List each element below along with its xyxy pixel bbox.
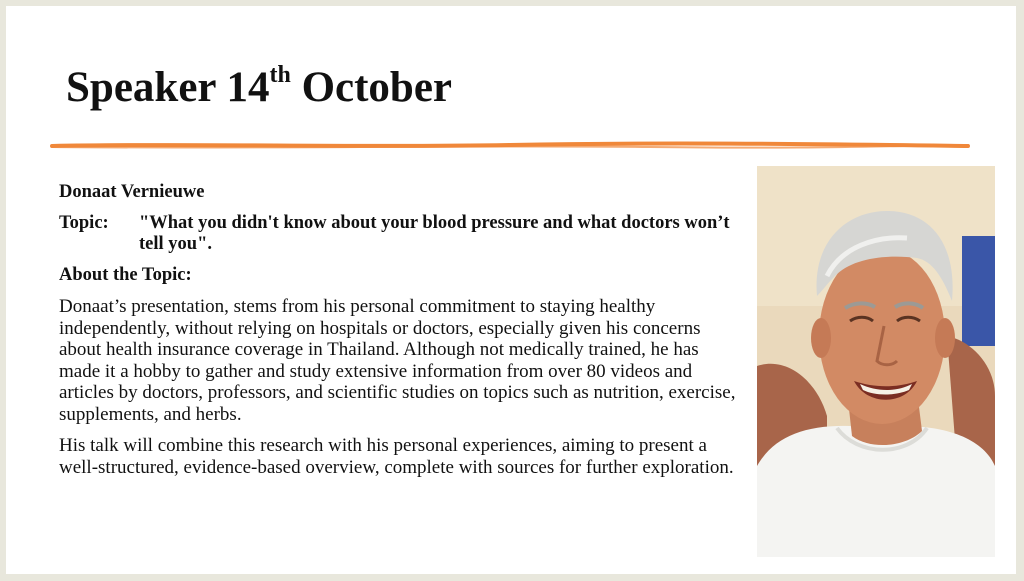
slide-content bbox=[59, 182, 739, 488]
topic-label: Topic: bbox=[59, 213, 109, 233]
title-superscript: th bbox=[269, 61, 291, 88]
orange-divider-line bbox=[50, 140, 970, 152]
speaker-name: Donaat Vernieuwe bbox=[59, 182, 205, 202]
about-heading: About the Topic: bbox=[59, 265, 192, 285]
topic-text: "What you didn't know about your blood pressure and what doctors won’t tell you". bbox=[139, 213, 730, 254]
topic bbox=[59, 213, 739, 255]
about-paragraph-1: Donaat’s presentation, stems from his personal commitment to staying healthy independently, without relying on hospitals or doctors, especially given his concerns about health insurance coverage in Thailand. Although not medically trained, he has made it a hobby to gather and study extensive information from over 80 videos and articles by doctors, professors, and scientific studies on topics such as nutrition, exercise, supplements, and herbs. bbox=[59, 296, 736, 425]
title-rest: October bbox=[290, 64, 453, 111]
about-paragraph-2: His talk will combine this research with his personal experiences, aiming to present a well-structured, evidence-based overview, complete with sources for further exploration. bbox=[59, 435, 734, 478]
title-main: Speaker 14 bbox=[66, 64, 270, 111]
slide bbox=[6, 6, 1016, 574]
slide-title bbox=[66, 61, 453, 111]
speaker-photo bbox=[757, 166, 995, 557]
